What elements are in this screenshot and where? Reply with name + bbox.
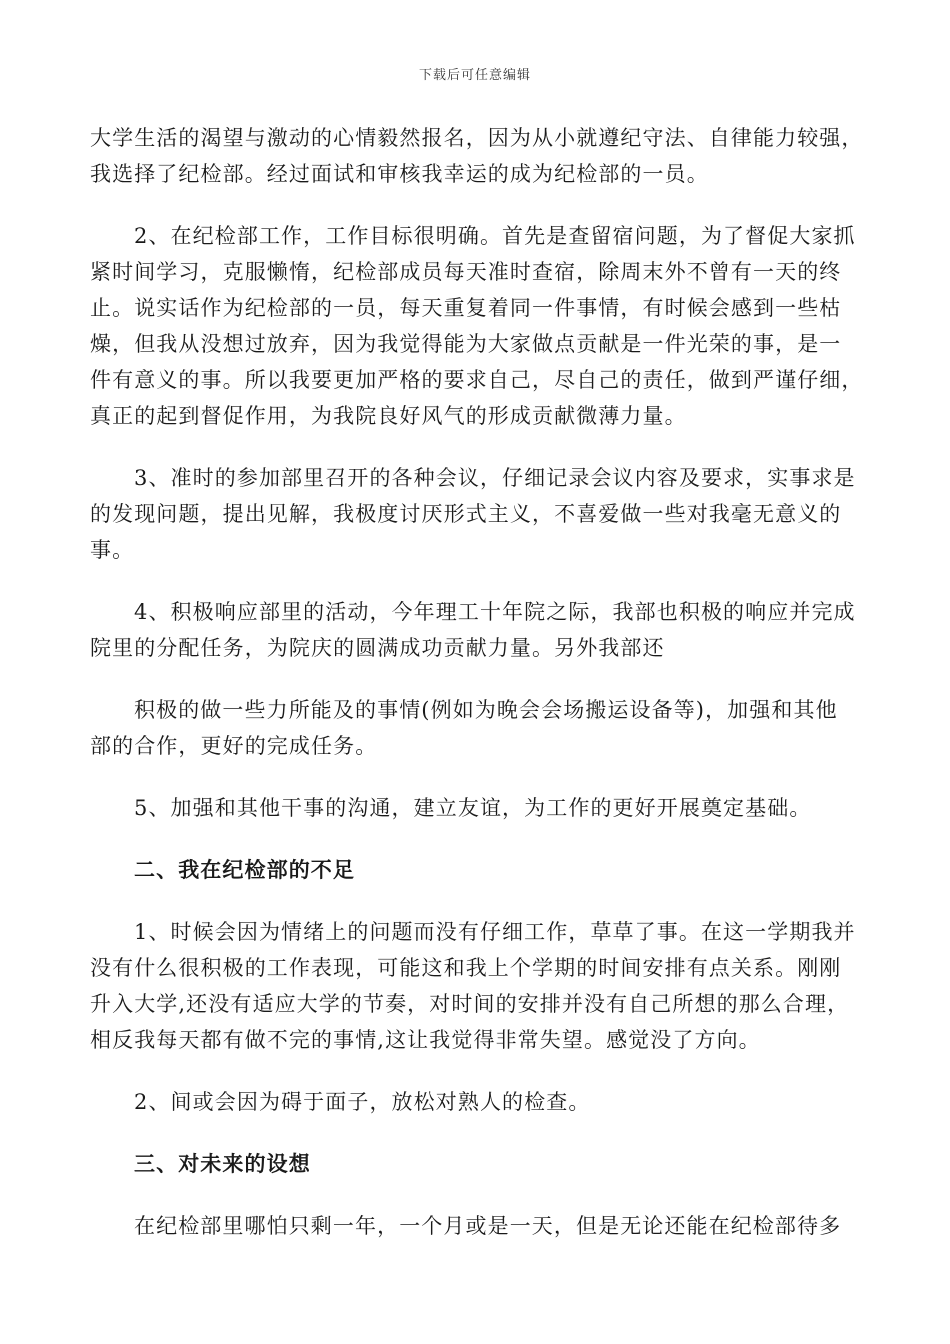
text-line: 积极的做一些力所能及的事情(例如为晚会会场搬运设备等)，加强和其他 xyxy=(134,698,838,722)
section-heading-shortcomings xyxy=(90,852,862,888)
paragraph-intro-continued xyxy=(90,120,862,192)
section-heading-future xyxy=(90,1146,862,1182)
section-heading: 二、我在纪检部的不足 xyxy=(134,857,355,882)
section-heading: 三、对未来的设想 xyxy=(134,1151,311,1176)
paragraph-future xyxy=(90,1208,862,1244)
text-line: 相反我每天都有做不完的事情,这让我觉得非常失望。感觉没了方向。 xyxy=(90,1028,761,1052)
text-line: 我选择了纪检部。经过面试和审核我幸运的成为纪检部的一员。 xyxy=(90,162,709,186)
paragraph-item-5 xyxy=(90,790,862,826)
paragraph-shortcoming-2 xyxy=(90,1084,862,1120)
text-line: 件有意义的事。所以我要更加严格的要求自己，尽自己的责任，做到严谨仔细， xyxy=(90,368,864,392)
paragraph-item-4-continued xyxy=(90,692,862,764)
page-header: 下载后可任意编辑 xyxy=(418,68,531,83)
text-line: 大学生活的渴望与激动的心情毅然报名，因为从小就遵纪守法、自律能力较强， xyxy=(90,126,864,150)
text-line: 2、在纪检部工作，工作目标很明确。首先是查留宿问题，为了督促大家抓 xyxy=(134,224,856,248)
paragraph-item-3 xyxy=(90,460,862,568)
text-line: 在纪检部里哪怕只剩一年，一个月或是一天，但是无论还能在纪检部待多 xyxy=(134,1214,842,1238)
text-line: 3、准时的参加部里召开的各种会议，仔细记录会议内容及要求，实事求是 xyxy=(134,466,856,490)
text-line: 1、时候会因为情绪上的问题而没有仔细工作，草草了事。在这一学期我并 xyxy=(134,920,856,944)
text-line: 止。说实话作为纪检部的一员，每天重复着同一件事情，有时候会感到一些枯 xyxy=(90,296,842,320)
text-line: 院里的分配任务，为院庆的圆满成功贡献力量。另外我部还 xyxy=(90,636,665,660)
text-line: 5、加强和其他干事的沟通，建立友谊，为工作的更好开展奠定基础。 xyxy=(134,796,812,820)
paragraph-item-2 xyxy=(90,218,862,434)
text-line: 没有什么很积极的工作表现，可能这和我上个学期的时间安排有点关系。刚刚 xyxy=(90,956,842,980)
text-line: 真正的起到督促作用，为我院良好风气的形成贡献微薄力量。 xyxy=(90,404,687,428)
text-line: 事。 xyxy=(90,538,135,562)
paragraph-shortcoming-1 xyxy=(90,914,862,1058)
document-body xyxy=(90,120,862,1244)
text-line: 的发现问题，提出见解，我极度讨厌形式主义，不喜爱做一些对我毫无意义的 xyxy=(90,502,842,526)
text-line: 紧时间学习，克服懒惰，纪检部成员每天准时查宿，除周末外不曾有一天的终 xyxy=(90,260,842,284)
paragraph-item-4 xyxy=(90,594,862,666)
text-line: 燥，但我从没想过放弃，因为我觉得能为大家做点贡献是一件光荣的事，是一 xyxy=(90,332,842,356)
text-line: 2、间或会因为碍于面子，放松对熟人的检查。 xyxy=(134,1090,591,1114)
text-line: 升入大学,还没有适应大学的节奏，对时间的安排并没有自己所想的那么合理， xyxy=(90,992,850,1016)
text-line: 4、积极响应部里的活动，今年理工十年院之际，我部也积极的响应并完成 xyxy=(134,600,856,624)
text-line: 部的合作，更好的完成任务。 xyxy=(90,734,378,758)
